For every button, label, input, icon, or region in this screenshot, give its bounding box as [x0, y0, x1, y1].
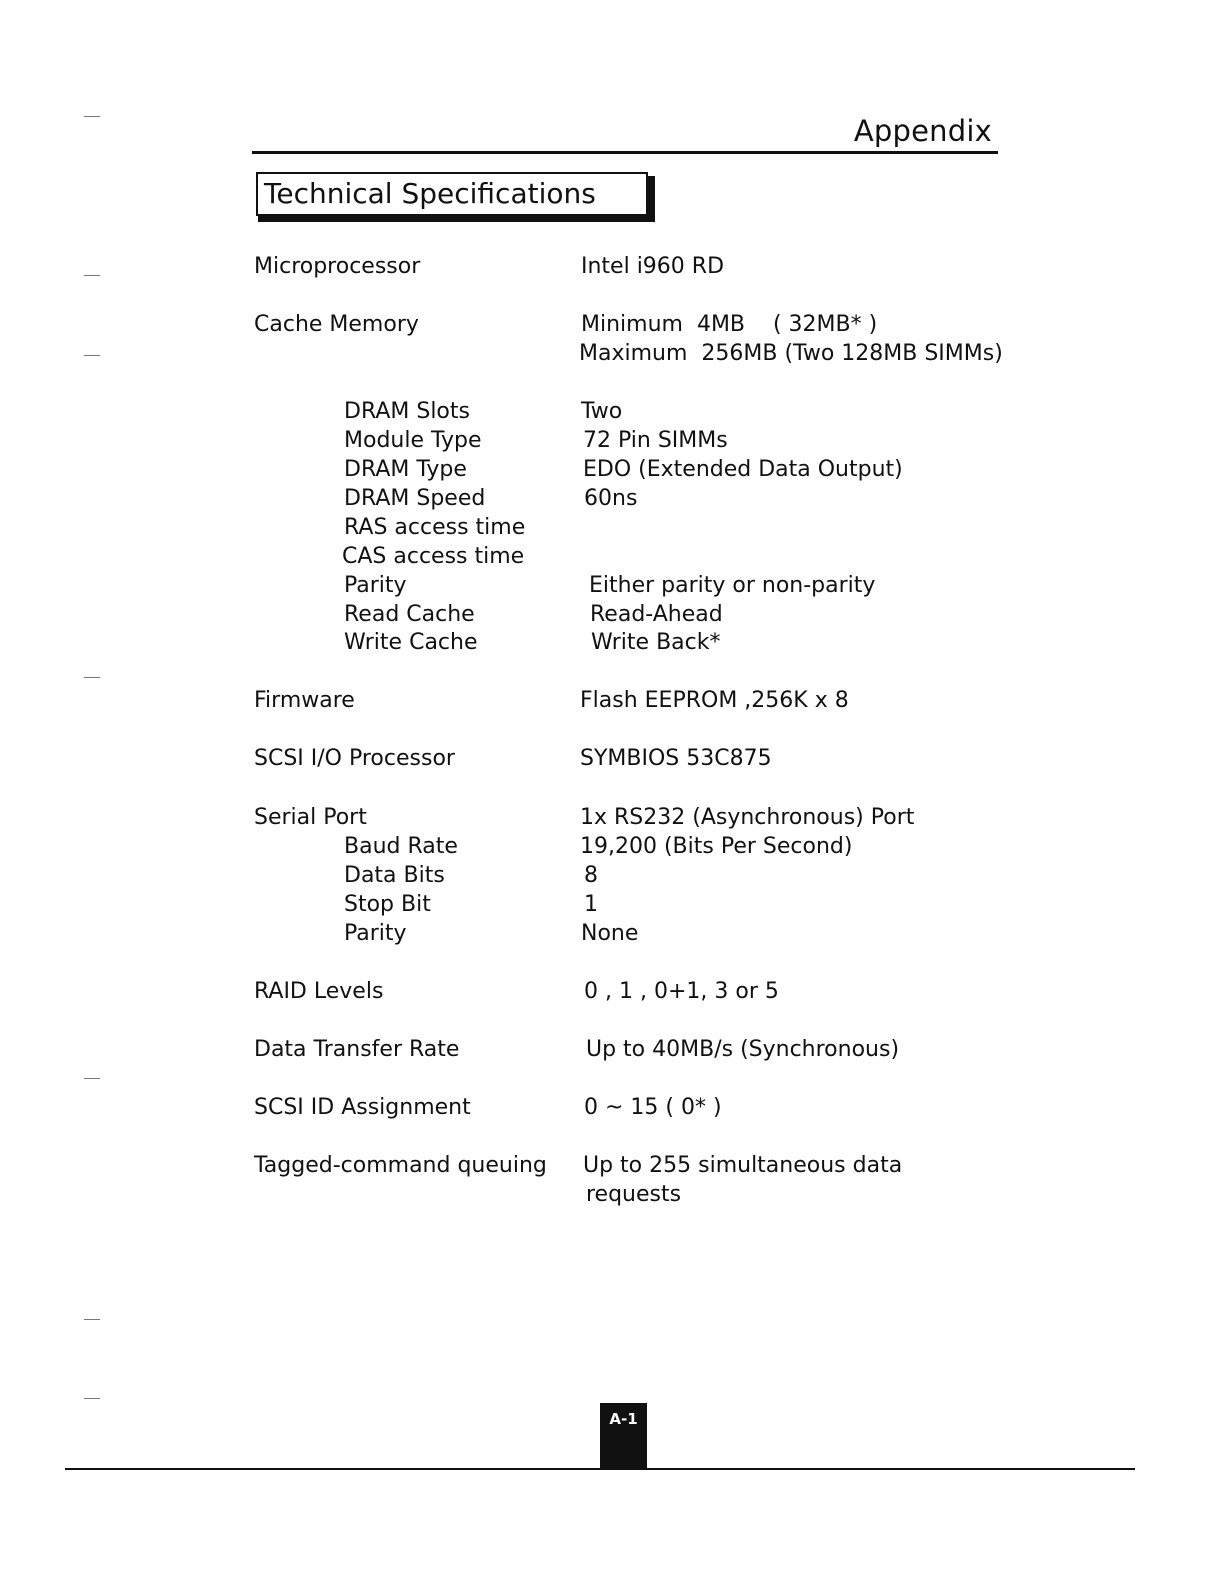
spec-value: Flash EEPROM ,256K x 8 [580, 688, 849, 713]
spec-label: RAS access time [344, 515, 526, 540]
spec-label: Read Cache [344, 602, 475, 627]
footer-rule [65, 1468, 1135, 1470]
spec-value: Read-Ahead [590, 602, 723, 627]
spec-value: 8 [584, 863, 598, 888]
spec-value: SYMBIOS 53C875 [580, 746, 772, 771]
spec-label: Write Cache [344, 630, 478, 655]
spec-label: RAID Levels [254, 979, 384, 1004]
scan-mark [84, 1319, 100, 1320]
spec-value: Up to 40MB/s (Synchronous) [586, 1037, 900, 1062]
spec-label: Module Type [344, 428, 482, 453]
spec-label: Cache Memory [254, 312, 419, 337]
spec-label: Parity [344, 573, 407, 598]
section-box-shadow [258, 215, 654, 222]
spec-value: 60ns [584, 486, 638, 511]
spec-label: Stop Bit [344, 892, 431, 917]
spec-value: Two [581, 399, 623, 424]
spec-label: DRAM Type [344, 457, 467, 482]
spec-value: 72 Pin SIMMs [583, 428, 728, 453]
page-number: A-1 [609, 1410, 638, 1428]
spec-label: Baud Rate [344, 834, 458, 859]
spec-value-line2: requests [586, 1182, 682, 1207]
spec-label: CAS access time [342, 544, 525, 569]
spec-label: Tagged-command queuing [254, 1153, 547, 1178]
spec-value: 0 , 1 , 0+1, 3 or 5 [584, 979, 779, 1004]
scan-mark [84, 355, 100, 356]
spec-value: Minimum 4MB ( 32MB* ) [581, 312, 878, 337]
spec-value: 1x RS232 (Asynchronous) Port [580, 805, 915, 830]
spec-label: SCSI ID Assignment [254, 1095, 471, 1120]
spec-value: Write Back* [591, 630, 721, 655]
spec-value: 0 ~ 15 ( 0* ) [584, 1095, 722, 1120]
spec-value: Intel i960 RD [581, 254, 725, 279]
spec-label: Data Bits [344, 863, 445, 888]
page-header-title: Appendix [853, 114, 992, 148]
header-rule [252, 151, 998, 154]
scan-mark [84, 116, 100, 117]
spec-value-line2: Maximum 256MB (Two 128MB SIMMs) [579, 341, 1003, 366]
spec-value: Up to 255 simultaneous data [583, 1153, 903, 1178]
spec-value: 1 [584, 892, 598, 917]
scan-mark [84, 275, 100, 276]
spec-value: Either parity or non-parity [589, 573, 876, 598]
spec-label: Serial Port [254, 805, 367, 830]
spec-label: Microprocessor [254, 254, 421, 279]
spec-label: DRAM Speed [344, 486, 486, 511]
spec-label: Parity [344, 921, 407, 946]
scan-mark [84, 1398, 100, 1399]
scan-mark [84, 677, 100, 678]
spec-value: EDO (Extended Data Output) [583, 457, 903, 482]
spec-label: Firmware [254, 688, 355, 713]
section-title: Technical Specifications [264, 177, 596, 210]
scan-mark [84, 1078, 100, 1079]
spec-label: Data Transfer Rate [254, 1037, 460, 1062]
spec-label: DRAM Slots [344, 399, 470, 424]
spec-value: 19,200 (Bits Per Second) [580, 834, 853, 859]
spec-value: None [581, 921, 639, 946]
spec-label: SCSI I/O Processor [254, 746, 455, 771]
